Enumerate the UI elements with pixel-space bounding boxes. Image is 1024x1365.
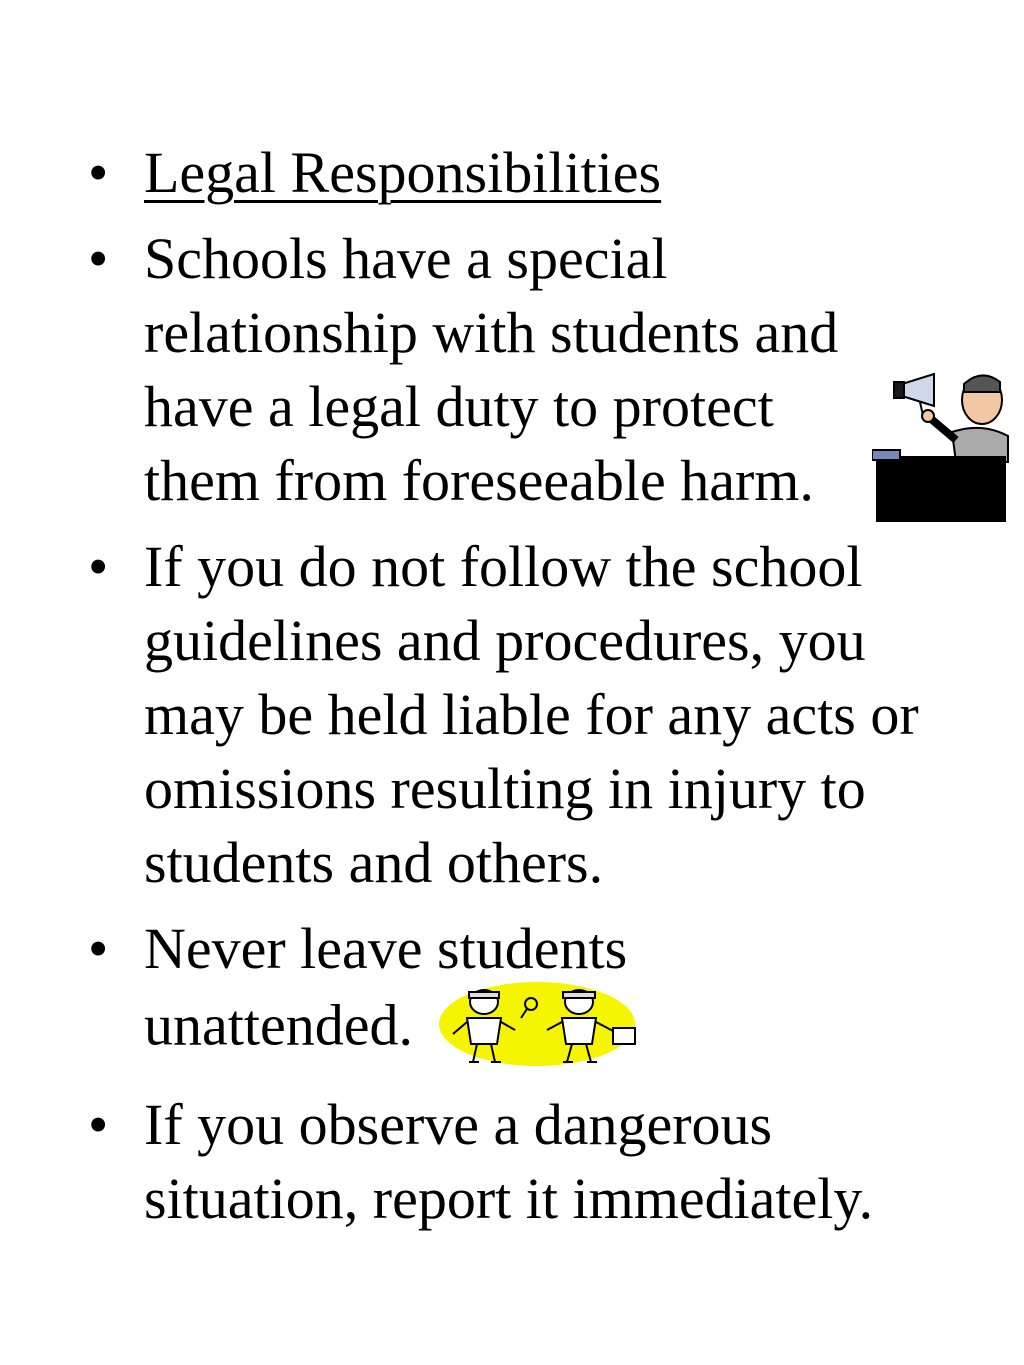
bullet-text: Never leave students unattended. (144, 916, 628, 1058)
bullet-item-schools (88, 222, 844, 518)
bullet-dot: • (88, 534, 109, 599)
bullet-item-unattended (88, 912, 704, 1076)
teacher-megaphone-icon (872, 366, 1012, 526)
bullet-text: Schools have a special relationship with students and have a legal duty to protect them from foreseeable harm. (144, 226, 839, 513)
bullet-item-report (88, 1088, 928, 1236)
bullet-text: If you observe a dangerous situation, report it immediately. (144, 1092, 874, 1231)
bullet-dot: • (88, 916, 109, 981)
bullet-dot: • (88, 1092, 109, 1157)
two-detectives-icon (439, 978, 649, 1068)
bullet-list (88, 136, 928, 1248)
bullet-dot: • (88, 140, 109, 205)
bullet-dot: • (88, 226, 109, 291)
bullet-item-guidelines (88, 530, 928, 900)
bullet-text: If you do not follow the school guidelines and procedures, you may be held liable for any acts or omissions resulting in injury to students and others. (144, 534, 919, 895)
heading-legal-responsibilities: Legal Responsibilities (144, 140, 662, 205)
bullet-item-heading (88, 136, 928, 210)
